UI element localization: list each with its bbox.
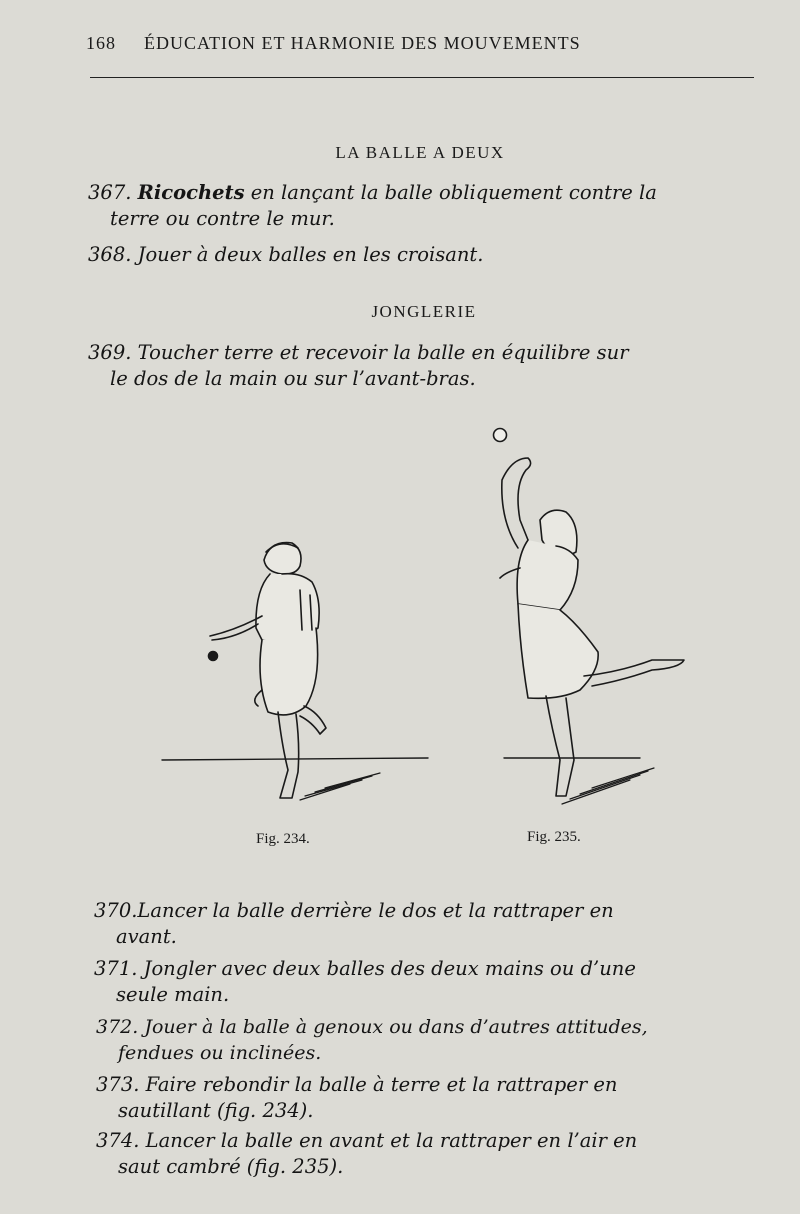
exercise-text-continued: avant. [116,925,177,948]
exercise-text-continued: saut cambré (fig. 235). [118,1155,344,1178]
exercise-372 [96,1014,648,1066]
exercise-text: Toucher terre et recevoir la balle en équilibre sur [131,341,629,364]
section-title-balle-a-deux: LA BALLE A DEUX [335,143,505,162]
exercise-number: 368. [88,243,132,266]
exercise-text: Lancer la balle derrière le dos et la rattraper en [137,899,614,922]
exercise-text-continued: seule main. [116,983,230,1006]
exercise-number: 367. [88,181,132,204]
exercise-text: Jongler avec deux balles des deux mains ou d’une [137,957,636,980]
exercise-373 [96,1072,617,1124]
exercise-text: en lançant la balle obliquement contre la [244,181,657,204]
exercise-370 [94,898,614,950]
page-number: 168 [86,33,116,53]
exercise-text: Jouer à la balle à genoux ou dans d’autres attitudes, [138,1016,648,1038]
exercise-number: 373. [96,1073,140,1096]
exercise-374 [96,1128,637,1180]
figure-235-illustration [494,429,685,805]
exercise-text-continued: sautillant (fig. 234). [118,1099,314,1122]
exercise-number: 370. [94,899,138,922]
exercise-lead: Ricochets [137,181,245,204]
exercise-text-continued: fendues ou inclinées. [118,1042,322,1064]
exercise-text: Jouer à deux balles en les croisant. [131,243,484,266]
exercise-number: 369. [88,341,132,364]
exercise-number: 372. [96,1016,139,1038]
exercise-text: Faire rebondir la balle à terre et la rattraper en [139,1073,618,1096]
exercise-text-continued: le dos de la main ou sur l’avant-bras. [110,367,476,390]
running-title: ÉDUCATION ET HARMONIE DES MOUVEMENTS [144,33,581,53]
exercise-number: 371. [94,957,138,980]
figure-235-caption: Fig. 235. [527,829,581,845]
exercise-text: Lancer la balle en avant et la rattraper en l’air en [139,1129,638,1152]
figure-234-illustration [162,543,428,800]
exercise-371 [94,956,636,1008]
exercise-text-continued: terre ou contre le mur. [110,207,335,230]
exercise-number: 374. [96,1129,140,1152]
section-title-jonglerie: JONGLERIE [371,302,477,321]
figure-234-caption: Fig. 234. [256,831,310,847]
